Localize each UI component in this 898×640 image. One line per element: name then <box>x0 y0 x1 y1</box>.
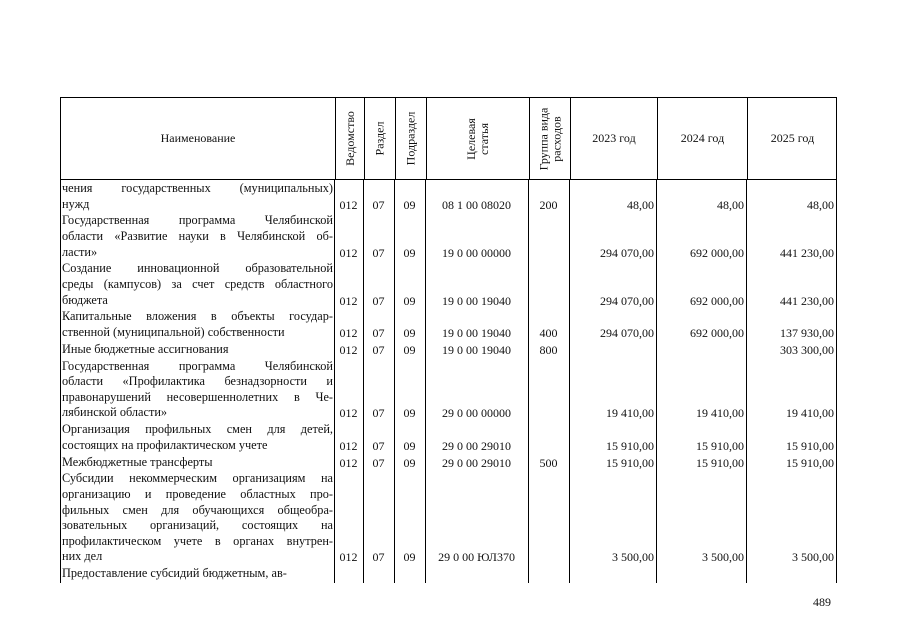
cell-2024: 19 410,00 <box>696 406 744 421</box>
cell-2023: 15 910,00 <box>606 455 654 470</box>
cell-podrazdel: 09 <box>403 438 416 453</box>
cell-razdel: 07 <box>372 406 385 421</box>
cell-celevaya: 29 0 00 00000 <box>442 406 511 421</box>
cell-vedomstvo: 012 <box>339 293 358 308</box>
cell-celevaya: 19 0 00 19040 <box>442 293 511 308</box>
header-2025: 2025 год <box>770 131 815 145</box>
cell-podrazdel: 09 <box>403 342 416 357</box>
row-name-line: Межбюджетные трансферты <box>62 454 213 469</box>
row-name-line: правонарушений несовершеннолетних в Че- <box>62 389 333 404</box>
cell-celevaya: 29 0 00 29010 <box>442 438 511 453</box>
cell-2023: 48,00 <box>627 197 654 212</box>
header-2024: 2024 год <box>680 131 725 145</box>
cell-podrazdel: 09 <box>403 245 416 260</box>
cell-2025: 19 410,00 <box>786 406 834 421</box>
cell-celevaya: 29 0 00 ЮЛ370 <box>438 550 515 565</box>
cell-podrazdel: 09 <box>403 406 416 421</box>
header-podrazdel: Подраздел <box>403 111 418 166</box>
cell-2024: 692 000,00 <box>690 326 744 340</box>
header-razdel: Раздел <box>372 121 387 156</box>
cell-celevaya: 19 0 00 19040 <box>442 326 511 340</box>
cell-razdel: 07 <box>372 550 385 565</box>
cell-2023: 3 500,00 <box>612 550 654 565</box>
row-name-line: профилактическом учете в органах внутрен- <box>62 533 333 548</box>
cell-2025: 303 300,00 <box>780 342 834 357</box>
row-name-line: Государственная программа Челябинской <box>62 213 333 228</box>
row-name-line: лябинской области» <box>62 405 168 420</box>
cell-2024: 692 000,00 <box>690 293 744 308</box>
header-gruppa: Группа вида расходов <box>536 107 563 170</box>
cell-gruppa: 400 <box>539 326 558 340</box>
cell-podrazdel: 09 <box>403 326 416 340</box>
cell-2023: 19 410,00 <box>606 406 654 421</box>
cell-razdel: 07 <box>372 293 385 308</box>
header-celevaya: Целевая статья <box>463 117 491 160</box>
cell-2024: 15 910,00 <box>696 455 744 470</box>
row-name <box>62 422 333 453</box>
row-name-line: Субсидии некоммерческим организациям на <box>62 471 333 486</box>
row-name-line: среды (кампусов) за счет средств областного <box>62 276 333 291</box>
row-name <box>62 566 333 582</box>
cell-gruppa: 800 <box>539 342 558 357</box>
row-name-line: Государственная программа Челябинской <box>62 358 333 373</box>
row-name-line: Создание инновационной образовательной <box>62 261 333 276</box>
row-name-line: ласти» <box>62 244 98 259</box>
header-2023: 2023 год <box>592 131 636 145</box>
cell-2025: 137 930,00 <box>780 326 834 340</box>
cell-vedomstvo: 012 <box>339 550 358 565</box>
cell-2023: 15 910,00 <box>606 438 654 453</box>
cell-vedomstvo: 012 <box>339 406 358 421</box>
cell-2023: 294 070,00 <box>600 245 654 260</box>
row-name-line: организацию и проведение областных про- <box>62 486 333 501</box>
row-name <box>62 342 333 358</box>
cell-vedomstvo: 012 <box>339 455 358 470</box>
cell-razdel: 07 <box>372 197 385 212</box>
cell-2023: 294 070,00 <box>600 326 654 340</box>
row-name-line: состоящих на профилактическом учете <box>62 437 268 452</box>
cell-razdel: 07 <box>372 455 385 470</box>
cell-podrazdel: 09 <box>403 550 416 565</box>
row-name <box>62 455 333 471</box>
row-name <box>62 261 333 308</box>
cell-podrazdel: 09 <box>403 197 416 212</box>
row-name <box>62 181 333 212</box>
cell-gruppa: 200 <box>539 197 558 212</box>
row-name <box>62 359 333 421</box>
cell-razdel: 07 <box>372 245 385 260</box>
row-name-line: ственной (муниципальной) собственности <box>62 324 285 339</box>
cell-gruppa: 500 <box>539 455 558 470</box>
cell-2025: 441 230,00 <box>780 293 834 308</box>
row-name <box>62 471 333 565</box>
cell-2025: 15 910,00 <box>786 455 834 470</box>
cell-vedomstvo: 012 <box>339 438 358 453</box>
cell-2025: 15 910,00 <box>786 438 834 453</box>
cell-razdel: 07 <box>372 326 385 340</box>
cell-podrazdel: 09 <box>403 455 416 470</box>
cell-2025: 48,00 <box>807 197 834 212</box>
row-name <box>62 309 333 340</box>
cell-vedomstvo: 012 <box>339 342 358 357</box>
row-name-line: нужд <box>62 196 90 211</box>
cell-vedomstvo: 012 <box>339 245 358 260</box>
cell-2024: 15 910,00 <box>696 438 744 453</box>
header-vedomstvo: Ведомство <box>342 111 357 166</box>
row-name-line: зовательных организаций, состоящих на <box>62 518 333 533</box>
cell-celevaya: 29 0 00 29010 <box>442 455 511 470</box>
row-name-line: Капитальные вложения в объекты государ- <box>62 309 333 324</box>
row-name-line: области «Профилактика безнадзорности и <box>62 374 333 389</box>
row-name-line: Предоставление субсидий бюджетным, ав- <box>62 566 287 581</box>
cell-celevaya: 19 0 00 00000 <box>442 245 511 260</box>
cell-2024: 692 000,00 <box>690 245 744 260</box>
cell-podrazdel: 09 <box>403 293 416 308</box>
cell-vedomstvo: 012 <box>339 197 358 212</box>
row-name-line: них дел <box>62 549 103 564</box>
cell-vedomstvo: 012 <box>339 326 358 340</box>
cell-2023: 294 070,00 <box>600 293 654 308</box>
cell-2024: 3 500,00 <box>702 550 744 565</box>
cell-celevaya: 08 1 00 08020 <box>442 197 511 212</box>
header-name: Наименование <box>160 131 236 145</box>
cell-razdel: 07 <box>372 342 385 357</box>
row-name-line: Иные бюджетные ассигнования <box>62 341 229 356</box>
cell-razdel: 07 <box>372 438 385 453</box>
page-number: 489 <box>813 595 831 609</box>
row-name-line: бюджета <box>62 292 108 307</box>
row-name-line: области «Развитие науки в Челябинской об- <box>62 228 333 243</box>
cell-2025: 3 500,00 <box>792 550 834 565</box>
row-name <box>62 213 333 260</box>
cell-celevaya: 19 0 00 19040 <box>442 342 511 357</box>
cell-2024: 48,00 <box>717 197 744 212</box>
row-name-line: фильных смен для обучающихся общеобра- <box>62 502 333 517</box>
cell-2025: 441 230,00 <box>780 245 834 260</box>
table-header <box>60 97 837 180</box>
row-name-line: Организация профильных смен для детей, <box>62 422 333 437</box>
row-name-line: чения государственных (муниципальных) <box>62 181 333 195</box>
